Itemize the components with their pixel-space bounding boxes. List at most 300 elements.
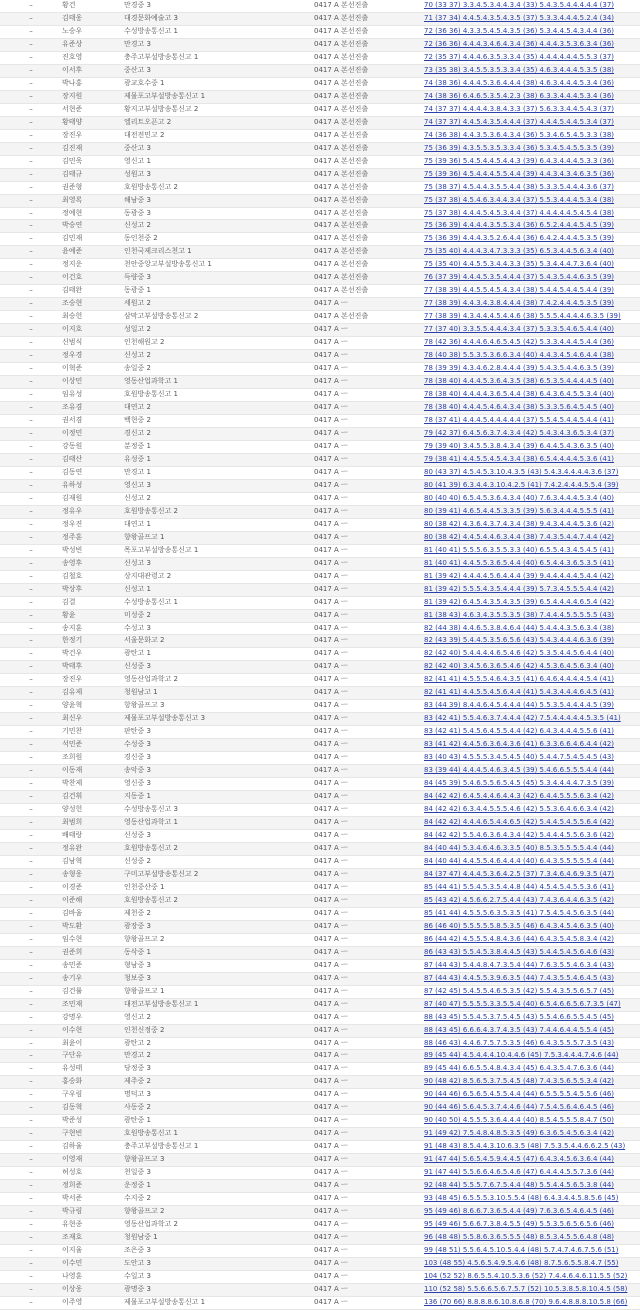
rank-cell: – <box>0 920 62 933</box>
player-name: 정주훈 <box>62 531 124 544</box>
player-name: 이상웅 <box>62 1283 124 1296</box>
score-link[interactable]: 85 (44 41) 5.5.4.5.3.5.4.4.8 (44) 4.5.4.5.4.5.5.3.6 (41) <box>424 882 615 891</box>
score-link[interactable]: 79 (42 37) 6.4.5.6.3.7.4.3.4 (42) 5.4.3.4.3.6.5.3.4 (37) <box>424 428 615 437</box>
score-link[interactable]: 82 (42 40) 5.4.4.4.4.6.5.4.6 (42) 5.3.5.4.4.5.6.4.4 (40) <box>424 649 615 658</box>
score-link[interactable]: 75 (35 40) 4.4.5.5.3.4.4.3.3 (35) 5.3.4.4.4.7.3.6.4 (40) <box>424 260 615 269</box>
round-status: 0417 A 본선진출 <box>314 168 424 181</box>
score-cell <box>424 505 640 518</box>
rank-cell: – <box>0 739 62 752</box>
score-link[interactable]: 84 (42 42) 4.4.4.6.5.4.4.6.5 (42) 5.4.4.5.4.5.5.6.4 (42) <box>424 818 615 827</box>
round-status: 0417 A ㅡ <box>314 661 424 674</box>
score-link[interactable]: 86 (44 42) 4.5.5.5.4.8.4.3.6 (44) 6.4.3.5.4.5.8.3.4 (42) <box>424 934 615 943</box>
table-row <box>0 116 640 129</box>
table-row <box>0 1154 640 1167</box>
table-row <box>0 1232 640 1245</box>
player-name: 구현빈 <box>62 1128 124 1141</box>
score-link[interactable]: 71 (37 34) 4.4.5.4.3.5.4.3.5 (37) 5.3.3.4.4.4.5.2.4 (34) <box>424 13 615 22</box>
table-row <box>0 1283 640 1296</box>
score-cell <box>424 389 640 402</box>
score-cell <box>424 583 640 596</box>
player-name: 박서준 <box>62 1193 124 1206</box>
table-row <box>0 881 640 894</box>
rank-cell: – <box>0 959 62 972</box>
score-link[interactable]: 75 (37 38) 4.5.4.6.3.4.4.3.4 (37) 5.5.3.4.4.4.5.3.4 (38) <box>424 195 615 204</box>
rank-cell: – <box>0 38 62 51</box>
score-cell <box>424 155 640 168</box>
player-name: 김태웅 <box>62 12 124 25</box>
school-name: 충주고부설방송통신고 1 <box>124 51 314 64</box>
player-name: 임수현 <box>62 933 124 946</box>
score-cell <box>424 25 640 38</box>
score-link[interactable]: 87 (42 45) 5.4.5.5.4.6.5.3.5 (42) 5.5.4.3.5.5.6.5.7 (45) <box>424 986 615 995</box>
rank-cell: – <box>0 907 62 920</box>
round-status: 0417 A ㅡ <box>314 1089 424 1102</box>
score-link[interactable]: 77 (38 39) 4.4.5.5.4.5.4.3.4 (38) 5.4.4.5.4.4.5.4.4 (39) <box>424 286 615 295</box>
school-name: 향왕골프고 1 <box>124 531 314 544</box>
table-row <box>0 817 640 830</box>
player-name: 유현종 <box>62 1219 124 1232</box>
school-name: 수성방송통신고 1 <box>124 596 314 609</box>
round-status: 0417 A ㅡ <box>314 933 424 946</box>
score-link[interactable]: 91 (47 44) 5.6.5.4.5.9.4.4.5 (47) 6.4.3.4.5.6.3.6.4 (44) <box>424 1155 615 1164</box>
school-name: 사동중 2 <box>124 1102 314 1115</box>
score-link[interactable]: 75 (37 38) 4.4.4.5.4.5.3.4.4 (37) 4.4.4.4.4.5.4.5.4 (38) <box>424 208 615 217</box>
round-status: 0417 A ㅡ <box>314 1154 424 1167</box>
score-cell <box>424 972 640 985</box>
round-status: 0417 A ㅡ <box>314 415 424 428</box>
score-cell <box>424 1024 640 1037</box>
score-link[interactable]: 74 (36 38) 4.4.3.5.3.6.4.3.4 (36) 5.3.4.6.5.4.5.3.3 (38) <box>424 130 615 139</box>
score-link[interactable]: 86 (43 43) 5.5.4.5.3.8.4.4.5 (43) 5.4.4.5.4.5.6.4.6 (43) <box>424 947 615 956</box>
score-cell <box>424 778 640 791</box>
rank-cell: – <box>0 804 62 817</box>
school-name: 신성고 1 <box>124 583 314 596</box>
score-link[interactable]: 83 (42 41) 5.5.4.6.3.7.4.4.4 (42) 7.5.4.4.4.4.4.5.3.5 (41) <box>424 714 621 723</box>
score-link[interactable]: 84 (40 44) 5.3.4.6.4.6.3.3.5 (40) 8.5.3.5.5.5.5.4.4 (44) <box>424 843 615 852</box>
school-name: 향왕골프고 2 <box>124 933 314 946</box>
school-name: 향왕골프고 1 <box>124 985 314 998</box>
score-link[interactable]: 78 (39 39) 4.3.4.6.2.8.4.4.4 (39) 5.4.3.5.4.4.6.3.5 (39) <box>424 364 615 373</box>
score-link[interactable]: 88 (43 45) 5.5.4.5.3.7.5.4.5 (43) 5.5.4.6.6.5.5.4.5 (45) <box>424 1012 615 1021</box>
player-name: 조승현 <box>62 298 124 311</box>
player-name: 구우림 <box>62 1089 124 1102</box>
table-row <box>0 1076 640 1089</box>
score-link[interactable]: 84 (37 47) 4.4.4.5.3.6.4.2.5 (37) 7.3.4.6.4.6.9.3.5 (47) <box>424 869 615 878</box>
score-link[interactable]: 73 (35 38) 3.4.5.5.3.5.3.3.4 (35) 4.6.3.4.4.4.5.3.5 (38) <box>424 65 615 74</box>
score-link[interactable]: 72 (36 36) 4.3.3.5.4.5.4.3.5 (36) 5.3.4.4.5.4.3.4.4 (36) <box>424 26 615 35</box>
score-link[interactable]: 80 (38 42) 4.4.5.4.4.6.3.4.4 (38) 7.4.3.5.4.4.7.4.4 (42) <box>424 532 615 541</box>
table-row <box>0 778 640 791</box>
score-link[interactable]: 84 (42 42) 6.4.5.4.4.6.4.4.3 (42) 6.4.4.5.5.5.6.3.4 (42) <box>424 792 615 801</box>
score-cell <box>424 0 640 12</box>
round-status: 0417 A 본선진출 <box>314 0 424 12</box>
round-status: 0417 A ㅡ <box>314 1206 424 1219</box>
player-name: 배태랑 <box>62 830 124 843</box>
school-name: 황지고부설방송통신고 2 <box>124 103 314 116</box>
table-row <box>0 246 640 259</box>
player-name: 권서겸 <box>62 415 124 428</box>
school-name: 인천해원고 2 <box>124 337 314 350</box>
score-link[interactable]: 78 (38 40) 4.4.4.5.4.6.4.3.4 (38) 5.3.3.5.6.4.5.4.5 (40) <box>424 403 615 412</box>
school-name: 도안고 3 <box>124 1257 314 1270</box>
table-row <box>0 700 640 713</box>
table-row <box>0 518 640 531</box>
rank-cell: – <box>0 220 62 233</box>
score-link[interactable]: 91 (48 43) 8.5.4.4.3.10.6.3.5 (48) 7.5.3.5.4.4.6.6.2.5 (43) <box>424 1142 626 1151</box>
score-cell <box>424 661 640 674</box>
score-link[interactable]: 85 (41 44) 4.5.5.5.6.3.5.3.5 (41) 7.5.4.5.4.5.6.3.5 (44) <box>424 908 615 917</box>
player-name: 박건우 <box>62 648 124 661</box>
school-name: 중산고 3 <box>124 142 314 155</box>
score-cell <box>424 1115 640 1128</box>
school-name: 대전고부설방송통신고 1 <box>124 998 314 1011</box>
score-link[interactable]: 78 (42 36) 4.4.4.6.4.6.5.4.5 (42) 5.3.3.4.4.4.5.4.4 (36) <box>424 338 615 347</box>
school-name: 동인천중 2 <box>124 233 314 246</box>
rank-cell: – <box>0 233 62 246</box>
score-link[interactable]: 110 (52 58) 5.5.6.6.5.6.7.5.7 (52) 10.5.3.8.5.8.10.4.5 (58) <box>424 1284 628 1293</box>
score-link[interactable]: 99 (48 51) 5.5.6.4.5.10.5.4.4 (48) 5.7.4.7.4.6.7.5.6 (51) <box>424 1246 619 1254</box>
school-name: 광교호수중 1 <box>124 77 314 90</box>
score-cell <box>424 337 640 350</box>
school-name: 신성중 2 <box>124 855 314 868</box>
rank-cell: – <box>0 402 62 415</box>
player-name: 이수현 <box>62 1024 124 1037</box>
rank-cell: – <box>0 817 62 830</box>
round-status: 0417 A ㅡ <box>314 1193 424 1206</box>
rank-cell: – <box>0 635 62 648</box>
player-name: 이경준 <box>62 881 124 894</box>
player-name: 정희준 <box>62 1180 124 1193</box>
table-row <box>0 855 640 868</box>
score-cell <box>424 220 640 233</box>
player-name: 이영재 <box>62 1154 124 1167</box>
rank-cell: – <box>0 1128 62 1141</box>
round-status: 0417 A ㅡ <box>314 518 424 531</box>
score-link[interactable]: 75 (39 36) 5.4.5.4.4.5.4.4.3 (39) 6.4.3.4.4.4.5.3.3 (36) <box>424 156 615 165</box>
rank-cell: – <box>0 1089 62 1102</box>
score-link[interactable]: 78 (37 41) 4.4.4.5.4.4.4.4.4 (37) 5.5.4.5.4.4.5.4.4 (41) <box>424 416 615 424</box>
score-cell <box>424 713 640 726</box>
school-name: 수성방송통신고 3 <box>124 804 314 817</box>
score-link[interactable]: 87 (44 43) 5.4.4.8.4.7.3.5.4 (44) 7.6.3.5.5.4.6.3.4 (43) <box>424 960 615 969</box>
rank-cell: – <box>0 583 62 596</box>
table-row <box>0 1257 640 1270</box>
school-name: 상지대관령고 2 <box>124 570 314 583</box>
rank-cell: – <box>0 1245 62 1258</box>
player-name: 조유겸 <box>62 402 124 415</box>
school-name: 항왕골프고 3 <box>124 700 314 713</box>
score-link[interactable]: 74 (38 36) 4.4.4.5.3.6.4.4.4 (38) 4.6.3.4.4.4.5.3.4 (36) <box>424 78 615 87</box>
score-link[interactable]: 80 (38 42) 4.3.6.4.3.7.4.3.4 (38) 9.4.3.4.4.4.5.3.6 (42) <box>424 519 615 528</box>
score-cell <box>424 466 640 479</box>
score-link[interactable]: 90 (44 46) 5.6.4.5.3.7.4.4.6 (44) 7.5.4.5.6.4.6.4.5 (46) <box>424 1103 615 1112</box>
score-cell <box>424 246 640 259</box>
score-link[interactable]: 82 (42 40) 3.4.5.6.3.6.5.4.6 (42) 4.5.3.6.4.5.6.3.4 (40) <box>424 662 615 671</box>
score-cell <box>424 1283 640 1296</box>
score-cell <box>424 907 640 920</box>
rank-cell: – <box>0 1257 62 1270</box>
score-link[interactable]: 88 (43 45) 6.6.6.4.3.7.4.3.5 (43) 7.4.4.6.4.4.5.5.4 (45) <box>424 1025 615 1034</box>
school-name: 천일중 3 <box>124 1167 314 1180</box>
score-link[interactable]: 79 (39 40) 3.4.5.5.3.8.4.3.4 (39) 6.4.4.5.4.3.6.3.5 (40) <box>424 441 615 450</box>
score-link[interactable]: 95 (49 46) 8.6.6.7.3.6.5.4.4 (49) 7.6.3.6.5.4.6.4.5 (46) <box>424 1207 615 1216</box>
rank-cell: – <box>0 77 62 90</box>
score-cell <box>424 402 640 415</box>
score-link[interactable]: 74 (38 36) 6.4.6.5.3.5.4.2.3 (38) 6.3.3.4.4.4.5.3.4 (36) <box>424 91 615 100</box>
score-link[interactable]: 72 (36 36) 4.4.4.3.4.6.4.3.4 (36) 4.4.4.3.5.3.6.3.4 (36) <box>424 39 615 48</box>
score-link[interactable]: 72 (35 37) 4.4.4.6.3.5.3.3.4 (35) 4.4.4.4.4.4.5.5.3 (37) <box>424 52 615 61</box>
rank-cell: – <box>0 64 62 77</box>
score-cell <box>424 648 640 661</box>
table-row <box>0 220 640 233</box>
round-status: 0417 A ㅡ <box>314 440 424 453</box>
score-link[interactable]: 136 (70 66) 8.8.8.8.6.10.8.6.8 (70) 9.6.4.8.8.8.10.5.8 (66) <box>424 1297 628 1306</box>
score-cell <box>424 311 640 324</box>
score-link[interactable]: 75 (36 39) 4.4.4.3.5.2.6.4.4 (36) 6.4.2.4.4.4.5.3.5 (39) <box>424 234 615 243</box>
score-link[interactable]: 84 (42 42) 6.3.4.4.5.5.5.4.6 (42) 5.5.3.6.4.6.6.3.4 (42) <box>424 805 615 814</box>
score-link[interactable]: 92 (48 44) 5.5.5.7.6.7.5.4.4 (48) 5.5.4.4.5.6.5.3.8 (44) <box>424 1181 615 1190</box>
score-link[interactable]: 76 (37 39) 4.4.4.5.3.5.4.4.4 (37) 5.4.3.5.4.4.6.3.5 (39) <box>424 273 615 282</box>
score-cell <box>424 1245 640 1258</box>
score-link[interactable]: 81 (40 41) 4.4.5.5.3.6.5.4.4 (40) 6.5.4.4.3.6.5.3.5 (41) <box>424 558 615 567</box>
score-link[interactable]: 84 (42 42) 5.5.4.6.3.6.4.3.4 (42) 5.4.4.4.5.5.6.3.6 (42) <box>424 831 615 839</box>
school-name: 수성방송통신고 1 <box>124 25 314 38</box>
table-row <box>0 103 640 116</box>
table-row <box>0 64 640 77</box>
score-link[interactable]: 84 (45 39) 5.4.6.5.5.6.5.4.5 (45) 5.3.4.4.4.4.7.3.5 (39) <box>424 779 615 788</box>
round-status: 0417 A ㅡ <box>314 1076 424 1089</box>
rank-cell: – <box>0 1076 62 1089</box>
score-cell <box>424 181 640 194</box>
score-link[interactable]: 87 (44 43) 4.4.5.5.3.9.6.3.5 (44) 7.4.3.5.5.4.6.4.5 (43) <box>424 973 615 982</box>
rank-cell: – <box>0 1232 62 1245</box>
score-link[interactable]: 75 (39 36) 4.5.4.4.4.5.5.4.4 (39) 4.4.3.4.3.4.6.3.5 (36) <box>424 169 615 178</box>
score-link[interactable]: 80 (43 37) 4.5.4.5.3.10.4.3.5 (43) 5.4.3.4.4.4.4.3.6 (37) <box>424 467 619 476</box>
table-row <box>0 194 640 207</box>
score-cell <box>424 609 640 622</box>
score-link[interactable]: 78 (38 40) 4.4.4.4.3.6.5.4.4 (38) 6.4.3.6.4.5.5.3.4 (40) <box>424 390 615 399</box>
round-status: 0417 A ㅡ <box>314 972 424 985</box>
score-link[interactable]: 81 (40 41) 5.5.5.6.3.5.5.3.3 (40) 6.5.5.4.3.4.5.4.5 (41) <box>424 545 615 554</box>
round-status: 0417 A 본선진출 <box>314 285 424 298</box>
rank-cell: – <box>0 350 62 363</box>
score-link[interactable]: 83 (42 41) 5.4.5.6.4.5.5.4.4 (42) 6.4.3.4.4.4.5.5.6 (41) <box>424 727 615 736</box>
rank-cell: – <box>0 596 62 609</box>
round-status: 0417 A ㅡ <box>314 557 424 570</box>
school-name: 중산고 3 <box>124 64 314 77</box>
score-link[interactable]: 104 (52 52) 8.6.5.5.4.10.5.3.6 (52) 7.4.4.6.4.6.11.5.5 (52) <box>424 1271 628 1280</box>
score-link[interactable]: 82 (44 38) 4.4.6.5.3.8.4.6.4 (44) 5.4.4.4.3.5.6.3.4 (38) <box>424 623 615 632</box>
round-status: 0417 A ㅡ <box>314 324 424 337</box>
score-cell <box>424 168 640 181</box>
school-name: 향왕골프고 3 <box>124 1154 314 1167</box>
player-name: 홍승화 <box>62 1076 124 1089</box>
player-name: 김유제 <box>62 687 124 700</box>
school-name: 만경중 3 <box>124 0 314 12</box>
score-link[interactable]: 75 (36 39) 4.3.5.5.3.5.3.3.4 (36) 5.3.4.5.4.5.5.3.5 (39) <box>424 143 615 152</box>
rank-cell: – <box>0 168 62 181</box>
score-cell <box>424 1154 640 1167</box>
player-name: 장지원 <box>62 90 124 103</box>
table-row <box>0 674 640 687</box>
rank-cell: – <box>0 609 62 622</box>
score-link[interactable]: 78 (38 40) 4.4.4.5.3.6.4.3.5 (38) 6.5.3.5.4.4.4.4.5 (40) <box>424 377 615 386</box>
rank-cell: – <box>0 479 62 492</box>
player-name: 양성헌 <box>62 804 124 817</box>
table-row <box>0 350 640 363</box>
score-link[interactable]: 83 (41 42) 4.4.5.6.3.6.4.3.6 (41) 6.3.3.6.6.4.6.4.4 (42) <box>424 740 615 749</box>
table-row <box>0 907 640 920</box>
score-cell <box>424 700 640 713</box>
score-cell <box>424 1180 640 1193</box>
round-status: 0417 A ㅡ <box>314 583 424 596</box>
score-link[interactable]: 75 (38 37) 4.5.4.4.3.5.5.4.4 (38) 5.3.3.5.4.4.4.3.6 (37) <box>424 182 615 191</box>
score-link[interactable]: 93 (48 45) 6.5.5.5.3.10.5.5.4 (48) 6.4.3.4.4.5.8.5.6 (45) <box>424 1194 619 1203</box>
score-link[interactable]: 82 (41 41) 4.4.5.5.4.5.6.4.4 (41) 5.4.3.4.4.4.6.4.5 (41) <box>424 688 615 697</box>
round-status: 0417 A ㅡ <box>314 1167 424 1180</box>
round-status: 0417 A ㅡ <box>314 402 424 415</box>
score-link[interactable]: 81 (38 43) 4.6.3.4.3.5.5.3.5 (38) 7.4.4.4.5.5.5.5.5 (43) <box>424 610 615 619</box>
score-link[interactable]: 77 (38 39) 4.3.4.4.4.5.4.4.6 (38) 5.5.5.4.4.4.4.6.3.5 (39) <box>424 312 621 321</box>
score-cell <box>424 557 640 570</box>
round-status: 0417 A 본선진출 <box>314 311 424 324</box>
score-link[interactable]: 83 (40 43) 4.5.5.5.3.4.5.4.5 (40) 5.4.4.7.5.4.5.4.5 (43) <box>424 753 615 762</box>
score-link[interactable]: 82 (41 41) 4.5.5.5.4.6.4.3.5 (41) 6.4.6.4.4.4.4.5.4 (41) <box>424 675 615 684</box>
score-link[interactable]: 96 (48 48) 5.5.8.6.3.6.5.5.5 (48) 8.5.3.4.5.5.6.4.8 (48) <box>424 1233 615 1242</box>
school-name: 영신고 3 <box>124 479 314 492</box>
table-row <box>0 1011 640 1024</box>
score-link[interactable]: 74 (37 37) 4.4.4.4.3.8.4.3.3 (37) 5.6.3.3.4.4.5.4.3 (37) <box>424 104 615 113</box>
table-row <box>0 466 640 479</box>
round-status: 0417 A ㅡ <box>314 907 424 920</box>
score-cell <box>424 1141 640 1154</box>
score-link[interactable]: 87 (40 47) 5.5.5.5.3.3.5.5.4 (40) 6.5.4.6.6.5.6.7.3.5 (47) <box>424 999 621 1008</box>
score-cell <box>424 324 640 337</box>
table-row <box>0 1037 640 1050</box>
score-link[interactable]: 90 (48 42) 8.5.6.5.3.7.5.4.5 (48) 7.4.3.5.6.5.5.3.4 (42) <box>424 1077 615 1086</box>
table-row <box>0 1024 640 1037</box>
table-row <box>0 1180 640 1193</box>
table-row <box>0 868 640 881</box>
score-link[interactable]: 95 (49 46) 5.6.6.7.3.8.4.5.5 (49) 5.5.3.5.6.5.6.5.6 (46) <box>424 1220 615 1229</box>
score-link[interactable]: 81 (39 42) 4.4.4.4.5.6.4.4.4 (39) 9.4.4.4.4.4.5.4.4 (42) <box>424 571 615 580</box>
rank-cell: – <box>0 1206 62 1219</box>
rank-cell: – <box>0 1296 62 1309</box>
score-link[interactable]: 80 (39 41) 4.6.5.4.4.5.3.3.5 (39) 5.6.3.4.4.4.5.5.5 (41) <box>424 506 615 515</box>
table-row <box>0 933 640 946</box>
school-name: 판탄중 3 <box>124 726 314 739</box>
rank-cell: – <box>0 700 62 713</box>
table-row <box>0 583 640 596</box>
rank-cell: – <box>0 1011 62 1024</box>
rank-cell: – <box>0 389 62 402</box>
rank-cell: – <box>0 855 62 868</box>
score-cell <box>424 518 640 531</box>
score-link[interactable]: 85 (43 42) 4.5.6.6.2.7.5.4.4 (43) 7.4.3.6.4.4.6.3.5 (42) <box>424 895 615 904</box>
round-status: 0417 A ㅡ <box>314 609 424 622</box>
table-row <box>0 259 640 272</box>
score-link[interactable]: 70 (33 37) 3.3.4.5.3.4.4.3.4 (33) 5.4.3.5.4.4.4.4.4 (37) <box>424 1 615 9</box>
score-link[interactable]: 84 (40 44) 4.4.5.5.4.6.4.4.4 (40) 6.4.3.5.5.5.5.5.4 (44) <box>424 856 615 865</box>
rank-cell: – <box>0 752 62 765</box>
score-link[interactable]: 89 (45 44) 6.6.5.5.4.8.4.3.4 (45) 6.4.3.5.4.7.6.3.6 (44) <box>424 1064 615 1073</box>
school-name: 신성중 3 <box>124 661 314 674</box>
score-link[interactable]: 81 (39 42) 6.4.5.4.3.5.4.3.5 (39) 6.5.4.4.4.4.6.5.4 (42) <box>424 597 615 606</box>
score-link[interactable]: 90 (44 46) 6.5.6.5.4.5.5.4.4 (44) 6.5.5.5.5.4.5.5.6 (46) <box>424 1090 615 1099</box>
score-cell <box>424 622 640 635</box>
rank-cell: – <box>0 272 62 285</box>
score-cell <box>424 285 640 298</box>
player-name: 조민재 <box>62 998 124 1011</box>
score-link[interactable]: 75 (35 40) 4.4.4.3.4.7.3.3.3 (35) 6.5.3.4.4.5.6.3.4 (40) <box>424 247 615 256</box>
score-link[interactable]: 91 (49 42) 7.5.4.8.4.8.5.3.5 (49) 6.3.6.5.4.5.6.3.4 (42) <box>424 1129 615 1138</box>
round-status: 0417 A ㅡ <box>314 505 424 518</box>
score-link[interactable]: 74 (37 37) 4.4.5.4.3.5.4.4.4 (37) 4.4.4.5.4.4.5.3.4 (37) <box>424 117 615 126</box>
score-link[interactable]: 81 (39 42) 5.5.5.4.3.5.4.4.4 (39) 5.7.3.4.5.5.5.4.4 (42) <box>424 584 615 593</box>
school-name: 미성중 2 <box>124 609 314 622</box>
score-link[interactable]: 78 (40 38) 5.5.3.5.3.6.6.3.4 (40) 4.4.3.4.5.4.6.4.4 (38) <box>424 351 615 360</box>
player-name: 박승연 <box>62 220 124 233</box>
score-link[interactable]: 90 (40 50) 4.5.5.5.3.6.4.4.4 (40) 8.5.4.5.5.5.8.4.7 (50) <box>424 1116 615 1125</box>
score-link[interactable]: 80 (41 39) 6.3.4.4.3.10.4.2.5 (41) 7.4.2.4.4.4.5.5.4 (39) <box>424 480 619 489</box>
player-name: 이주영 <box>62 1296 124 1309</box>
score-link[interactable]: 77 (37 40) 3.3.5.5.4.4.4.3.4 (37) 5.3.3.5.4.6.5.4.4 (40) <box>424 325 615 334</box>
table-row <box>0 765 640 778</box>
score-cell <box>424 415 640 428</box>
round-status: 0417 A ㅡ <box>314 1128 424 1141</box>
round-status: 0417 A ㅡ <box>314 635 424 648</box>
score-cell <box>424 1037 640 1050</box>
table-row <box>0 687 640 700</box>
school-name: 동광중 1 <box>124 285 314 298</box>
score-link[interactable]: 86 (46 40) 5.5.5.5.5.8.5.3.5 (46) 6.4.3.4.5.4.6.3.5 (40) <box>424 921 615 930</box>
score-link[interactable]: 88 (46 43) 4.4.6.7.5.7.5.3.5 (46) 6.4.3.5.5.5.7.3.5 (43) <box>424 1038 615 1047</box>
score-link[interactable]: 83 (44 39) 8.4.4.6.4.5.4.4.4 (44) 5.5.3.5.4.4.4.4.5 (39) <box>424 701 615 710</box>
table-row <box>0 168 640 181</box>
score-link[interactable]: 80 (40 40) 6.5.4.5.3.6.4.3.4 (40) 7.6.3.4.4.4.5.3.4 (40) <box>424 493 615 502</box>
round-status: 0417 A 본선진출 <box>314 25 424 38</box>
round-status: 0417 A ㅡ <box>314 1024 424 1037</box>
score-link[interactable]: 83 (39 44) 4.4.4.5.4.6.3.4.5 (39) 5.4.6.6.5.5.5.4.4 (44) <box>424 766 615 775</box>
school-name: 호원방송통신고 1 <box>124 1128 314 1141</box>
score-link[interactable]: 82 (43 39) 5.4.4.5.3.5.6.5.6 (43) 5.4.3.4.4.4.6.3.6 (39) <box>424 636 615 645</box>
table-row <box>0 830 640 843</box>
round-status: 0417 A ㅡ <box>314 479 424 492</box>
score-link[interactable]: 89 (45 44) 4.5.4.4.4.10.4.4.6 (45) 7.5.3.4.4.4.7.4.6 (44) <box>424 1051 619 1060</box>
table-row <box>0 1089 640 1102</box>
score-cell <box>424 1076 640 1089</box>
round-status: 0417 A ㅡ <box>314 376 424 389</box>
score-link[interactable]: 103 (48 55) 4.5.6.5.4.9.5.4.6 (48) 8.7.5.6.5.5.8.4.7 (55) <box>424 1258 619 1267</box>
score-link[interactable]: 91 (47 44) 5.5.6.6.4.6.5.4.6 (47) 6.4.4.4.5.5.7.3.6 (44) <box>424 1168 615 1177</box>
player-name: 박성빈 <box>62 544 124 557</box>
score-link[interactable]: 77 (38 39) 4.4.3.4.3.8.4.4.4 (38) 7.4.2.4.4.4.5.3.5 (39) <box>424 299 615 308</box>
score-cell <box>424 570 640 583</box>
score-link[interactable]: 75 (36 39) 4.4.4.4.3.5.5.3.4 (36) 6.5.2.4.4.4.5.4.5 (39) <box>424 221 615 230</box>
score-link[interactable]: 79 (38 41) 4.4.5.5.4.5.4.3.4 (38) 6.5.4.4.4.4.5.3.6 (41) <box>424 454 615 463</box>
score-cell <box>424 791 640 804</box>
player-name: 서현준 <box>62 103 124 116</box>
rank-cell: – <box>0 830 62 843</box>
score-cell <box>424 116 640 129</box>
school-name: 지동중 1 <box>124 791 314 804</box>
school-name: 수일고 3 <box>124 1270 314 1283</box>
score-cell <box>424 1232 640 1245</box>
table-row <box>0 1115 640 1128</box>
score-cell <box>424 531 640 544</box>
score-cell <box>424 363 640 376</box>
school-name: 광탄중 1 <box>124 1115 314 1128</box>
